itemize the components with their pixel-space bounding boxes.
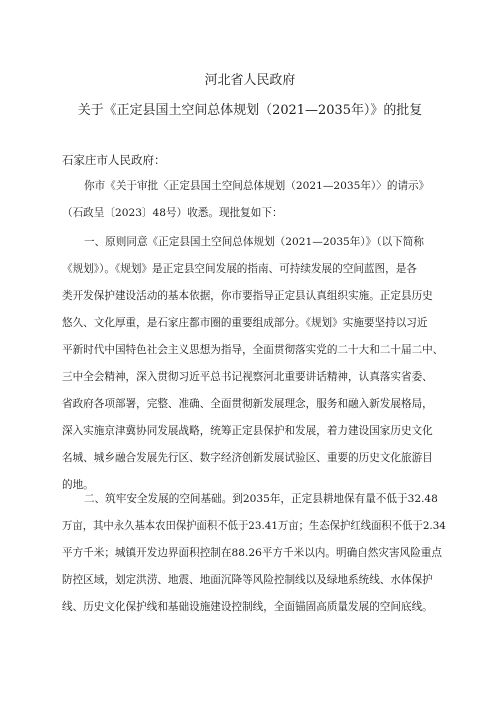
paragraph-line: 万亩，其中永久基本农田保护面积不低于23.41万亩；生态保护红线面积不低于2.34 (62, 520, 446, 532)
paragraph-line: 三中全会精神，深入贯彻习近平总书记视察河北重要讲话精神，认真落实省委、 (62, 371, 433, 383)
paragraph-line: 名城、城乡融合发展先行区、数字经济创新发展试验区、重要的历史文化旅游目 (62, 452, 433, 464)
paragraph-line: 你市《关于审批〈正定县国土空间总体规划（2021—2035年）〉的请示》 (84, 180, 430, 192)
paragraph-line: 悠久、文化厚重，是石家庄都市圈的重要组成部分。《规划》实施要坚持以习近 (62, 317, 428, 329)
paragraph-line: 一、原则同意《正定县国土空间总体规划（2021—2035年）》（以下简称 (84, 236, 424, 248)
paragraph-line: 类开发保护建设活动的基本依据，你市要指导正定县认真组织实施。正定县历史 (62, 290, 433, 302)
issuer-heading: 河北省人民政府 (204, 73, 296, 88)
paragraph-line: 省政府各项部署，完整、准确、全面贯彻新发展理念，服务和融入新发展格局， (62, 398, 433, 410)
paragraph-line: 二、筑牢安全发展的空间基础。到2035年，正定县耕地保有量不低于32.48 (84, 493, 438, 505)
document-title: 关于《正定县国土空间总体规划（2021—2035年）》的批复 (77, 103, 423, 118)
paragraph-line: 《规划》）。《规划》是正定县空间发展的指南、可持续发展的空间蓝图，是各 (62, 263, 417, 275)
paragraph-line: 深入实施京津冀协同发展战略，统筹正定县保护和发展，着力建设国家历史文化 (62, 425, 433, 437)
paragraph-line: （石政呈〔2023〕48号）收悉。现批复如下： (62, 207, 283, 219)
paragraph-line: 的地。 (62, 479, 94, 491)
paragraph-line: 线、历史文化保护线和基础设施建设控制线，全面锚固高质量发展的空间底线。 (62, 601, 433, 613)
paragraph-line: 防控区域，划定洪涝、地震、地面沉降等风险控制线以及绿地系统线、水体保护 (62, 574, 433, 586)
paragraph-line: 平方千米；城镇开发边界面积控制在88.26平方千米以内。明确自然灾害风险重点 (62, 547, 442, 559)
addressee: 石家庄市人民政府： (62, 153, 166, 167)
paragraph-line: 平新时代中国特色社会主义思想为指导，全面贯彻落实党的二十大和二十届二中、 (62, 344, 444, 356)
